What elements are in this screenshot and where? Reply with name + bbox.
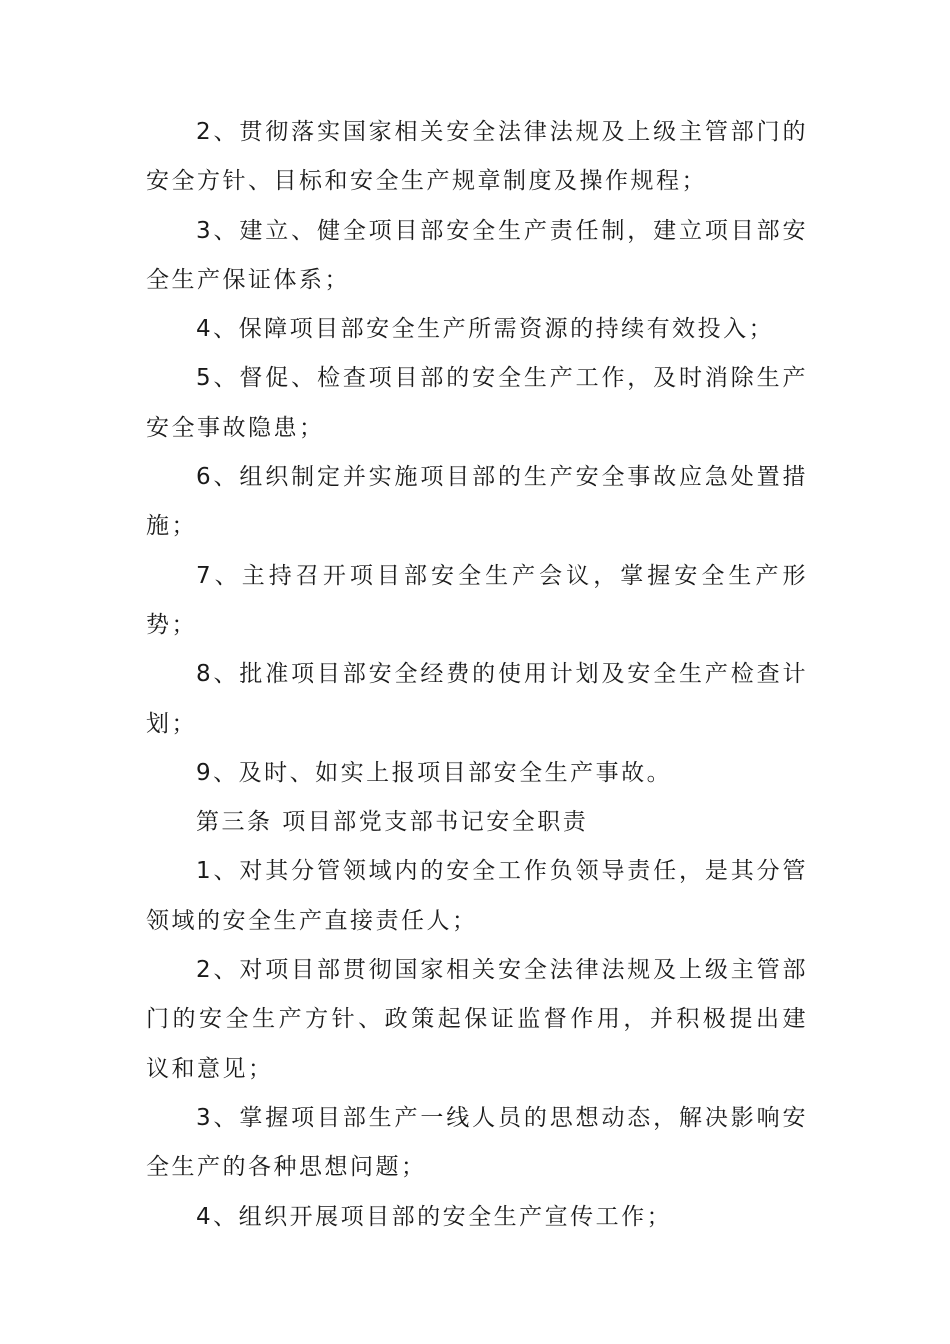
document-body bbox=[146, 108, 808, 1242]
clause-item: 5、督促、检查项目部的安全生产工作，及时消除生产安全事故隐患； bbox=[146, 365, 808, 441]
clause-item: 4、组织开展项目部的安全生产宣传工作； bbox=[196, 1203, 673, 1230]
clause-item: 6、组织制定并实施项目部的生产安全事故应急处置措施； bbox=[146, 464, 808, 540]
clause-item: 2、对项目部贯彻国家相关安全法律法规及上级主管部门的安全生产方针、政策起保证监督作用，并积极提出建议和意见； bbox=[146, 957, 808, 1082]
clause-item: 7、主持召开项目部安全生产会议，掌握安全生产形势； bbox=[146, 562, 808, 638]
clause-item: 3、建立、健全项目部安全生产责任制，建立项目部安全生产保证体系； bbox=[146, 217, 808, 293]
clause-item: 9、及时、如实上报项目部安全生产事故。 bbox=[196, 759, 673, 786]
clause-item: 8、批准项目部安全经费的使用计划及安全生产检查计划； bbox=[146, 661, 808, 737]
clause-item: 3、掌握项目部生产一线人员的思想动态，解决影响安全生产的各种思想问题； bbox=[146, 1104, 808, 1181]
clause-item: 2、贯彻落实国家相关安全法律法规及上级主管部门的安全方针、目标和安全生产规章制度及操作规程； bbox=[146, 119, 808, 195]
clause-item: 1、对其分管领域内的安全工作负领导责任，是其分管领域的安全生产直接责任人； bbox=[146, 858, 808, 934]
section-heading: 第三条 项目部党支部书记安全职责 bbox=[196, 809, 589, 836]
clause-item: 4、保障项目部安全生产所需资源的持续有效投入； bbox=[196, 316, 775, 343]
